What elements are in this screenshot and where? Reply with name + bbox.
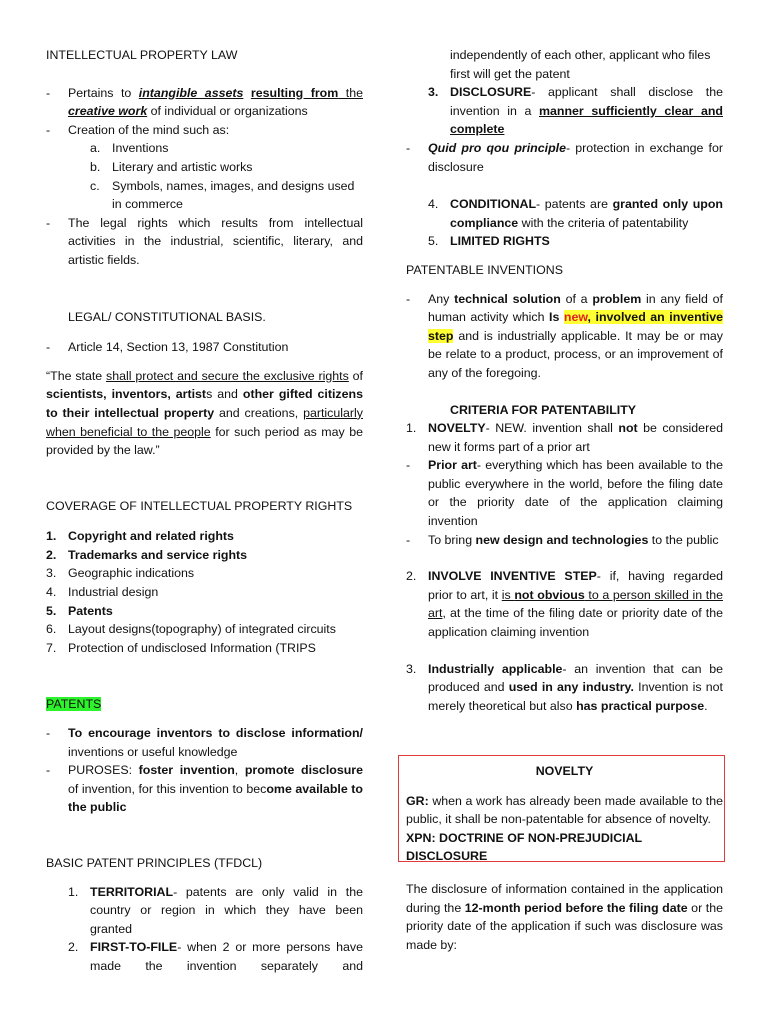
- xpn-text: The disclosure of information contained in the application during the 12-month period before the filing date or the priority date of the application if such was disclosure was made by:: [406, 881, 723, 952]
- left-column: [46, 46, 363, 976]
- coverage-heading: COVERAGE OF INTELLECTUAL PROPERTY RIGHTS: [46, 498, 353, 513]
- criteria-heading: CRITERIA FOR PATENTABILITY: [450, 402, 637, 417]
- coverage-item: 6. Layout designs(topography) of integrated circuits: [46, 622, 336, 637]
- patents-bullet-1: - To encourage inventors to disclose information/ inventions or useful knowledge: [46, 726, 363, 759]
- xpn-heading: XPN: DOCTRINE OF NON-PREJUDICIAL DISCLOSURE: [406, 830, 642, 864]
- ipl-heading: INTELLECTUAL PROPERTY LAW: [46, 48, 238, 62]
- criteria-2: 2. INVOLVE INVENTIVE STEP- if, having regarded prior to art, it is not obvious to a person skilled in the art, at the time of the filing date or priority date of the application claiming invention: [406, 569, 723, 640]
- principle-2-continued: independently of each other, applicant who files first will get the patent: [450, 48, 711, 81]
- coverage-item: 2. Trademarks and service rights: [46, 547, 248, 562]
- coverage-item: 3. Geographic indications: [46, 566, 195, 581]
- principle-2: 2. FIRST-TO-FILE- when 2 or more persons have made the invention separately and: [68, 940, 363, 973]
- to-bring: - To bring new design and technologies to the public: [406, 532, 719, 547]
- coverage-list: [46, 527, 363, 657]
- patentable-definition: - Any technical solution of a problem in any field of human activity which Is new, involved an inventive step and is industrially applicable. It may be or may be relate to a product, process, or an improvement of any of the foregoing.: [406, 291, 723, 380]
- prior-art: - Prior art- everything which has been available to the public everywhere in the world, before the filing date or the priority date of the application claiming invention: [406, 458, 723, 529]
- criteria-3: 3. Industrially applicable- an invention that can be produced and used in any industry. Invention is not merely theoretical but also has practical purpose.: [406, 661, 723, 713]
- right-column: [406, 46, 723, 715]
- legal-heading: LEGAL/ CONSTITUTIONAL BASIS.: [68, 309, 266, 324]
- novelty-section: [406, 762, 723, 954]
- principle-5: 5. LIMITED RIGHTS: [428, 234, 550, 249]
- ipl-sub-item: c. Symbols, names, images, and designs used in commerce: [90, 178, 355, 212]
- ipl-sub-item: b. Literary and artistic works: [90, 159, 253, 174]
- patents-heading: PATENTS: [46, 697, 102, 712]
- legal-bullet-1: - Article 14, Section 13, 1987 Constitution: [46, 340, 289, 355]
- quid-pro-quo: - Quid pro qou principle- protection in exchange for disclosure: [406, 140, 724, 174]
- ipl-bullet-3: - The legal rights which results from intellectual activities in the industrial, scientific, literary, and artistic fields.: [46, 215, 363, 267]
- coverage-item: 1. Copyright and related rights: [46, 529, 234, 544]
- novelty-title: NOVELTY: [535, 764, 594, 778]
- basic-principles-heading: BASIC PATENT PRINCIPLES (TFDCL): [46, 856, 263, 870]
- ipl-bullet-2: - Creation of the mind such as:: [46, 122, 230, 137]
- criteria-1: 1. NOVELTY- NEW. invention shall not be considered new it forms part of a prior art: [406, 421, 723, 454]
- principle-3: 3. DISCLOSURE- applicant shall disclose the invention in a manner sufficiently clear and complete: [428, 85, 723, 137]
- coverage-item: 4. Industrial design: [46, 585, 159, 600]
- coverage-item: 7. Protection of undisclosed Information (TRIPS: [46, 640, 316, 655]
- ipl-sublist: [46, 139, 363, 213]
- patentable-heading: PATENTABLE INVENTIONS: [406, 262, 563, 277]
- coverage-item: 5. Patents: [46, 603, 113, 618]
- principle-4: 4. CONDITIONAL- patents are granted only upon compliance with the criteria of patentability: [428, 197, 723, 230]
- constitution-quote: “The state shall protect and secure the exclusive rights of scientists, inventors, artists and other gifted citizens to their intellectual property and creations, particularly when beneficial to the people for such period as may be provided by the law.”: [46, 368, 363, 458]
- general-rule: GR: when a work has already been made available to the public, it shall be non-patentable for absence of novelty.: [406, 793, 723, 827]
- ipl-sub-item: a. Inventions: [90, 141, 169, 156]
- ipl-bullet-1: - Pertains to intangible assets resulting from the creative work of individual or organizations: [46, 85, 363, 119]
- principle-1: 1. TERRITORIAL- patents are only valid in the country or region in which they have been granted: [68, 884, 363, 936]
- patents-bullet-2: - PUROSES: foster invention, promote disclosure of invention, for this invention to become available to the public: [46, 763, 364, 815]
